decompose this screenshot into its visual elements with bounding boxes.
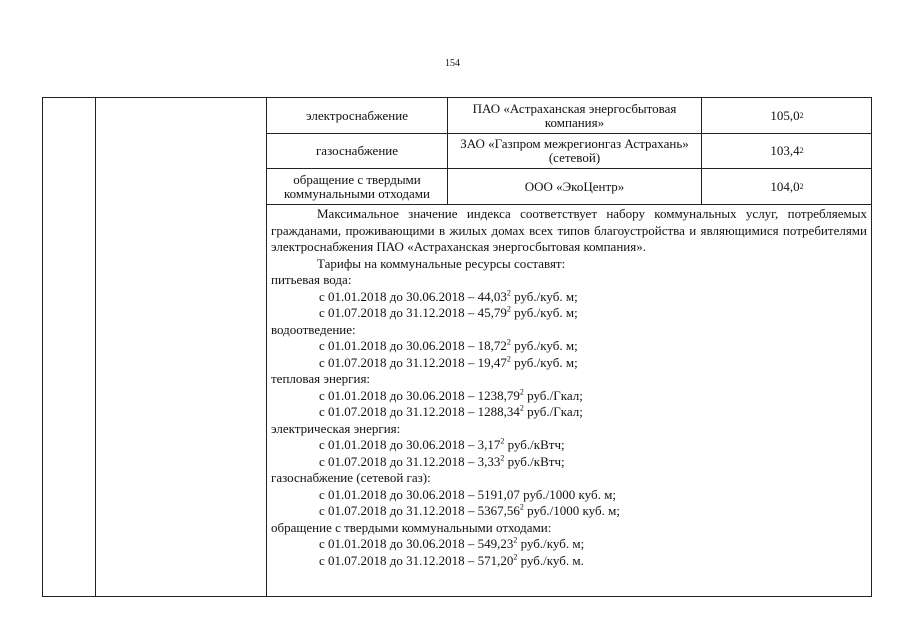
tariff-unit: руб./куб. м; xyxy=(510,288,578,304)
index-value: 103,4 xyxy=(770,143,800,158)
page-number: 154 xyxy=(445,58,460,69)
tariff-unit: руб./Гкал; xyxy=(523,404,583,419)
tariff-line xyxy=(271,503,867,520)
tariff-line xyxy=(271,338,867,355)
tariff-period: с 01.07.2018 до 31.12.2018 – 1288,34 xyxy=(319,404,520,419)
tariff-period: с 01.07.2018 до 31.12.2018 – 3,33 xyxy=(319,453,501,469)
tariff-line xyxy=(271,454,867,471)
tariff-unit: руб./куб. м; xyxy=(510,354,578,370)
footnote-mark: 2 xyxy=(506,337,511,347)
tariff-line xyxy=(271,487,867,504)
index-cell: 103,4 2 xyxy=(770,143,804,158)
service-cell: обращение с твердыми коммунальными отходами xyxy=(284,171,430,201)
tariff-line xyxy=(271,305,867,322)
service-cell: электроснабжение xyxy=(306,107,408,123)
index-value: 104,0 xyxy=(770,178,800,194)
tariff-unit: руб./куб. м; xyxy=(517,536,585,551)
tariff-period: с 01.01.2018 до 30.06.2018 – 5191,07 руб./1000 куб. м; xyxy=(319,486,616,502)
provider-cell: ЗАО «Газпром межрегионгаз Астрахань» (сетевой) xyxy=(460,136,689,165)
resource-heading: обращение с твердыми коммунальными отходами: xyxy=(271,519,552,535)
column-divider xyxy=(95,98,96,596)
tariff-period: с 01.07.2018 до 31.12.2018 – 571,20 xyxy=(319,552,514,568)
resource-heading: питьевая вода: xyxy=(271,272,352,287)
index-cell: 104,0 2 xyxy=(770,178,804,194)
tariff-line xyxy=(271,355,867,372)
footnote-mark: 2 xyxy=(513,552,518,562)
footnote-mark: 2 xyxy=(506,288,511,298)
tariff-line xyxy=(271,404,867,421)
tariff-period: с 01.07.2018 до 31.12.2018 – 19,47 xyxy=(319,354,507,370)
provider-cell: ПАО «Астраханская энергосбытовая компания» xyxy=(472,100,677,130)
tariff-line xyxy=(271,536,867,553)
index-value: 105,0 xyxy=(770,107,800,123)
tariff-period: с 01.01.2018 до 30.06.2018 – 18,72 xyxy=(319,338,507,353)
footnote-mark: 2 xyxy=(513,535,518,545)
tariff-line xyxy=(271,388,867,405)
tariff-period: с 01.01.2018 до 30.06.2018 – 549,23 xyxy=(319,536,514,551)
footnote-mark: 2 xyxy=(506,304,511,314)
tariff-unit: руб./1000 куб. м; xyxy=(523,503,620,518)
tariff-unit: руб./Гкал; xyxy=(523,387,583,403)
tariff-period: с 01.01.2018 до 30.06.2018 – 44,03 xyxy=(319,288,507,304)
footnote-mark: 2 xyxy=(500,436,505,446)
index-cell: 105,0 2 xyxy=(770,107,804,123)
footnote-mark: 2 xyxy=(519,403,524,413)
row-divider xyxy=(266,204,872,205)
tariffs-intro: Тарифы на коммунальные ресурсы составят: xyxy=(317,255,566,271)
tariff-period: с 01.01.2018 до 30.06.2018 – 1238,79 xyxy=(319,387,520,403)
resource-heading: электрическая энергия: xyxy=(271,420,401,436)
resource-heading: газоснабжение (сетевой газ): xyxy=(271,470,431,485)
footnote-mark: 2 xyxy=(500,453,505,463)
footnote-mark: 2 xyxy=(519,502,524,512)
tariff-line xyxy=(271,289,867,306)
tariff-line xyxy=(271,553,867,570)
tariff-period: с 01.07.2018 до 31.12.2018 – 5367,56 xyxy=(319,503,520,518)
resource-heading: тепловая энергия: xyxy=(271,371,371,386)
tariff-unit: руб./куб. м; xyxy=(510,338,578,353)
service-cell: газоснабжение xyxy=(315,143,399,158)
tariff-period: с 01.07.2018 до 31.12.2018 – 45,79 xyxy=(319,305,507,320)
provider-cell: ООО «ЭкоЦентр» xyxy=(524,178,625,194)
tariff-text-block xyxy=(271,206,867,569)
footnote-mark: 2 xyxy=(519,387,524,397)
tariff-unit: руб./кВтч; xyxy=(504,453,565,469)
footnote-mark: 2 xyxy=(506,354,511,364)
tariff-period: с 01.01.2018 до 30.06.2018 – 3,17 xyxy=(319,437,501,452)
tariff-line xyxy=(271,437,867,454)
table-frame xyxy=(42,97,872,597)
index-explanation-paragraph: Максимальное значение индекса соответствует набору коммунальных услуг, потребляемых гражданами, проживающими в жилых домах всех типов благоустройства и являющимися потребителями электроснабжения ПАО «Астраханская энергосбытовая компания». xyxy=(271,206,867,254)
resource-heading: водоотведение: xyxy=(271,321,356,337)
tariff-unit: руб./куб. м; xyxy=(510,305,578,320)
tariff-unit: руб./кВтч; xyxy=(504,437,565,452)
tariff-unit: руб./куб. м. xyxy=(517,552,584,568)
